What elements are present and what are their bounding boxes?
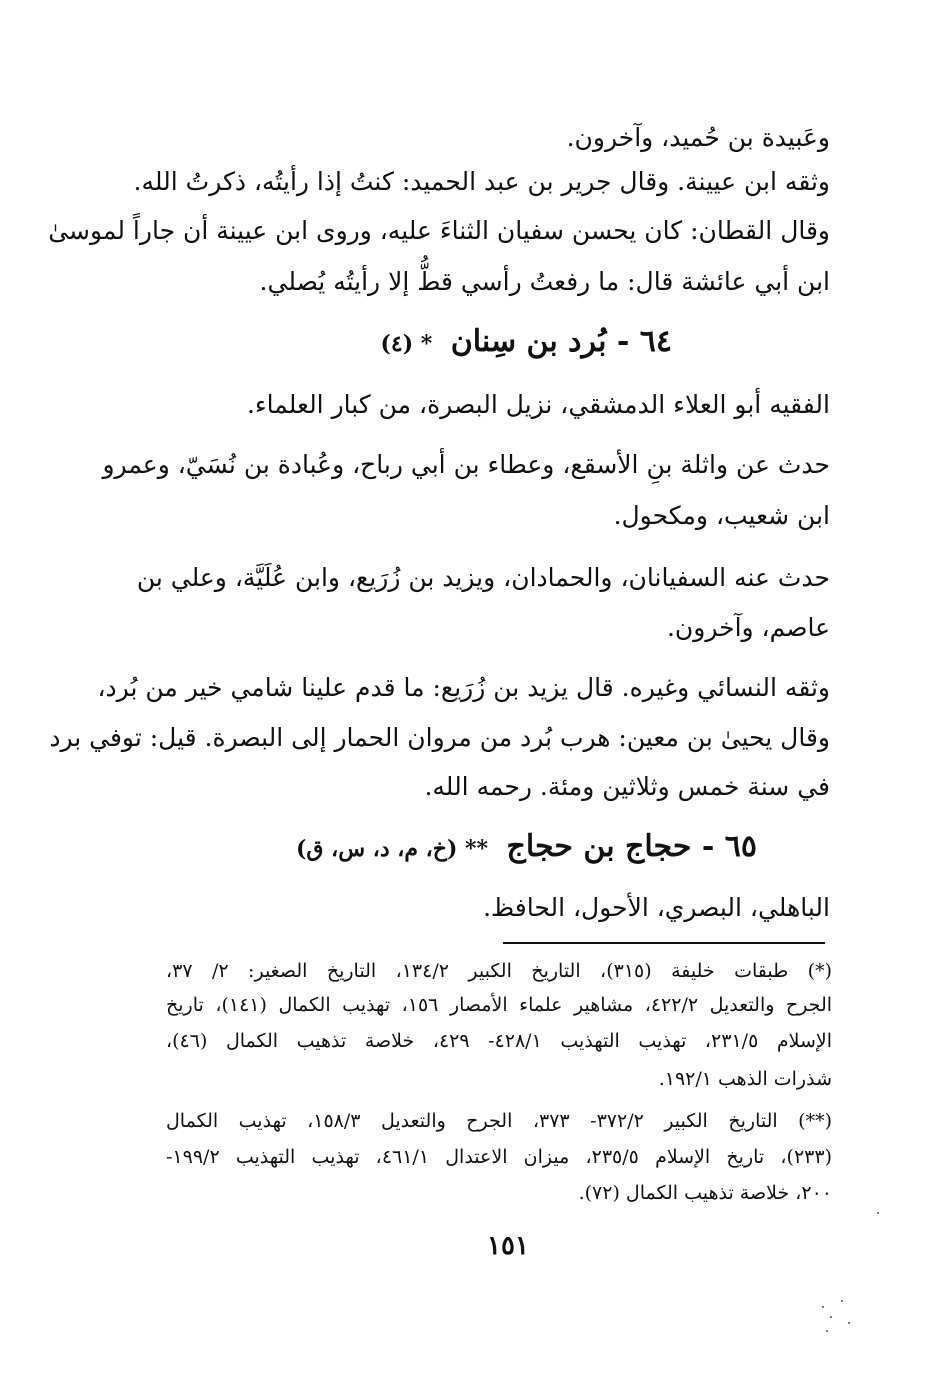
- text-line: عاصم، وآخرون.: [666, 613, 830, 642]
- text-line: حدث عنه السفيانان، والحمادان، ويزيد بن زُرَيع، وابن عُلَيَّة، وعلي بن: [136, 563, 830, 592]
- entry-heading-64: [380, 320, 672, 364]
- text-line: ابن شعيب، ومكحول.: [613, 501, 830, 530]
- entry-title: ٦٤ - بُرد بن سِنان: [450, 324, 672, 359]
- footnote-line: الجرح والتعديل ٤٢٢/٢، مشاهير علماء الأمصار ١٥٦، تهذيب الكمال (١٤١)، تاريخ: [166, 994, 833, 1016]
- text-line: الفقيه أبو العلاء الدمشقي، نزيل البصرة، من كبار العلماء.: [246, 390, 830, 419]
- text-line: وعَبيدة بن حُميد، وآخرون.: [566, 123, 830, 152]
- entry-sigla: * (٤): [380, 331, 433, 357]
- entry-sigla: ** (خ، م، د، س، ق): [295, 836, 489, 862]
- text-line: وقال القطان: كان يحسن سفيان الثناءَ عليه، وروى ابن عيينة أن جاراً لموسىٰ: [48, 216, 830, 245]
- scan-speck: [822, 1306, 824, 1308]
- scan-speck: [877, 1212, 879, 1214]
- page-number: ١٥١: [487, 1231, 529, 1261]
- entry-heading-65: [296, 825, 757, 869]
- footnote-line: (٢٣٣)، تاريخ الإسلام ٢٣٥/٥، ميزان الاعتدال ٤٦١/١، تهذيب التهذيب ١٩٩/٢-: [166, 1146, 832, 1168]
- footnote-line: الإسلام ٢٣١/٥، تهذيب التهذيب ٤٢٨/١- ٤٢٩، خلاصة تذهيب الكمال (٤٦)،: [166, 1030, 832, 1052]
- text-line: وثقه ابن عيينة. وقال جرير بن عبد الحميد: كنتُ إذا رأيتُه، ذكرتُ الله.: [133, 167, 830, 196]
- scan-speck: [848, 1322, 850, 1324]
- text-line: الباهلي، البصري، الأحول، الحافظ.: [483, 893, 830, 922]
- text-line: حدث عن واثلة بنِ الأسقع، وعطاء بن أبي رباح، وعُبادة بن نُسَيّ، وعمرو: [102, 450, 830, 479]
- scan-speck: [826, 1330, 828, 1332]
- scan-speck: [841, 1300, 843, 1302]
- footnote-line: (**) التاريخ الكبير ٣٧٢/٢- ٣٧٣، الجرح والتعديل ١٥٨/٣، تهذيب الكمال: [166, 1110, 832, 1132]
- text-line: في سنة خمس وثلاثين ومئة. رحمه الله.: [424, 772, 830, 801]
- text-line: وقال يحيىٰ بن معين: هرب بُرد من مروان الحمار إلى البصرة. قيل: توفي برد: [49, 723, 830, 752]
- text-line: ابن أبي عائشة قال: ما رفعتُ رأسي قطُّ إلا رأيتُه يُصلي.: [259, 267, 830, 296]
- footnote-line: ٢٠٠، خلاصة تذهيب الكمال (٧٢).: [578, 1182, 832, 1204]
- text-line: وثقه النسائي وغيره. قال يزيد بن زُرَيع: ما قدم علينا شامي خير من بُرد،: [97, 673, 830, 702]
- footnote-rule: [503, 942, 825, 944]
- entry-title: ٦٥ - حجاج بن حجاج: [506, 829, 757, 864]
- footnote-line: (*) طبقات خليفة (٣١٥)، التاريخ الكبير ١٣٤/٢، التاريخ الصغير: ٢/ ٣٧،: [166, 960, 832, 982]
- scan-speck: [830, 1316, 832, 1318]
- footnote-line: شذرات الذهب ١٩٢/١.: [658, 1068, 832, 1090]
